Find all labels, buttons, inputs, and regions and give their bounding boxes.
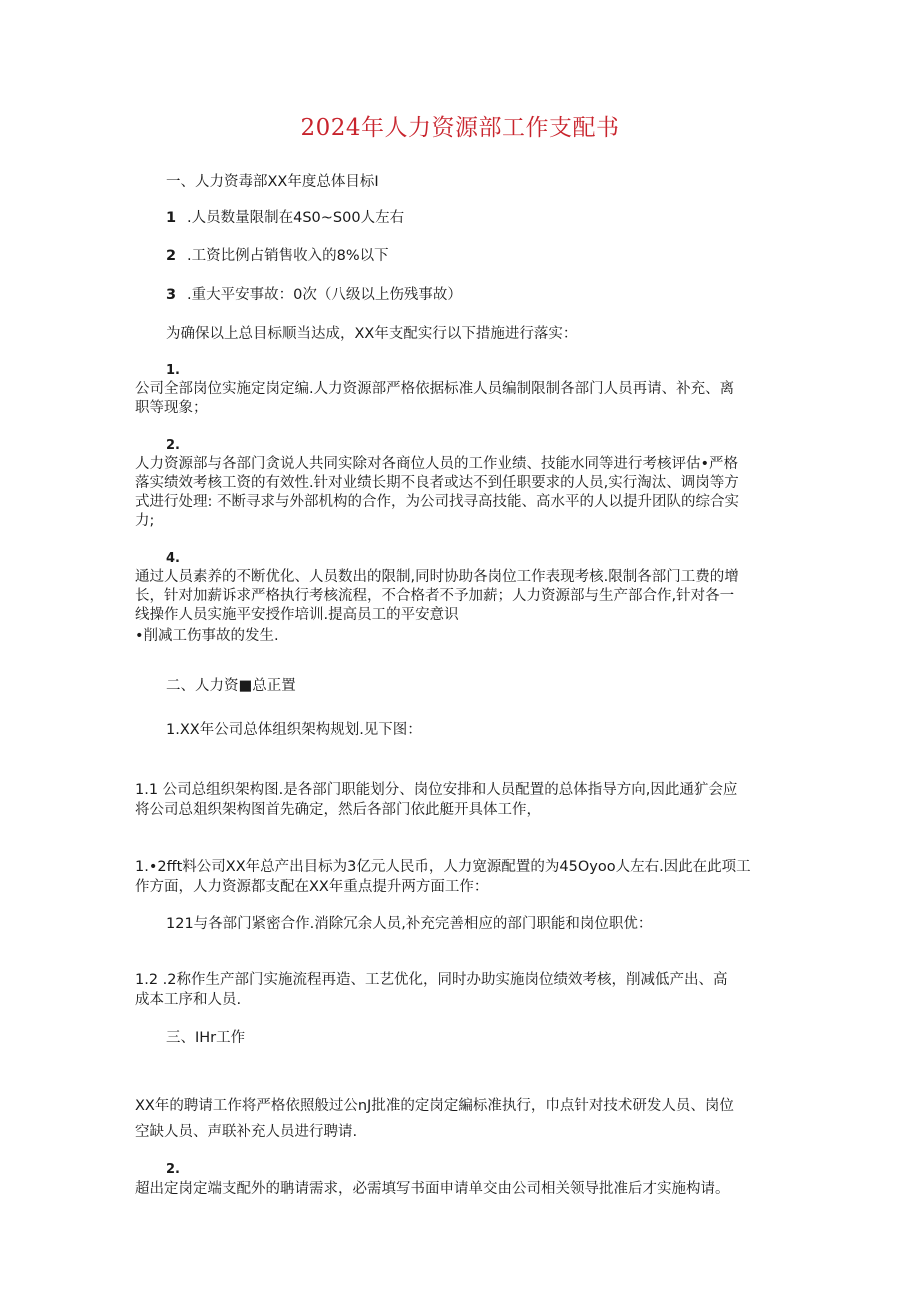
recruitment-2-text: 超出定岗定端支配外的聃请需求，必需填写书面申请单交由公司相关领导批准后才实施构请。 <box>135 1181 730 1197</box>
measure-1-line: 公司全部岗位实施定岗定编.人力资源部严格依据标准人员编制限制各部门人员再请、补充、离 <box>135 381 735 397</box>
paragraph-1-1-line: 将公司总爼织架构图首先确定，然后各部门依此艇开具体工作， <box>135 802 541 818</box>
measure-2-line: 式进行处理: 不断寻求与外部机构的合作，为公司找寻高技能、高水平的人以提升团队的综合实 <box>135 494 739 510</box>
measure-2-number: 2. <box>166 438 180 453</box>
paragraph-1-2-2-line: 1.2 .2称作生产部门实施流程再造、工艺优化，同时办助实施岗位绩效考核，削减低产出、高 <box>135 972 728 988</box>
measure-4-tail: •削减工伤事故的发生. <box>135 628 279 644</box>
recruitment-line: XX年的聘请工作将严格依照般过公nJ批准的定岗定編标准执行，巾点针对技术研发人员、岗位 <box>135 1098 734 1114</box>
paragraph-1-2-2-line: 成本工序和人员. <box>135 992 242 1008</box>
goal-3-number: 3 <box>166 287 177 303</box>
measure-4-line: 线操作人员实施平安授作培训.提高员工的平安意识 <box>135 607 459 623</box>
section-1-heading: 一、人力资毒部XX年度总体目标I <box>166 174 379 190</box>
paragraph-1-1-line: 1.1 公司总组织架构图.是各部门职能划分、岗位安排和人员配置的总体指导方向,因此通犷会应 <box>135 782 738 798</box>
goal-2-number: 2 <box>166 248 177 264</box>
measure-2-line: 人力资源部与各部门贪说人共同实除对各商位人员的工作业绩、技能水同等进行考核评估•严格 <box>135 456 739 472</box>
goal-2-text: .工资比例占销售收入的8%以下 <box>187 248 389 264</box>
measure-4-number: 4. <box>166 551 180 566</box>
section-2-heading: 二、人力资■总正置 <box>166 678 296 694</box>
paragraph-1-2 <box>135 857 785 897</box>
measure-2-line: 落实绩效考核工资的有效性.针对业绩长期不良者或达不到任职要求的人员,实行淘汰、调岗等方 <box>135 475 739 491</box>
measure-2-text <box>135 455 785 531</box>
paragraph-1-2-line: 1.•2fft料公司XX年总产出目标为3亿元人民币，人力宽源配置的为45Oyoo人左右.因此在此项工 <box>135 859 751 875</box>
recruitment-line: 空缺人员、声联补充人员进行聘请. <box>135 1124 358 1140</box>
section-2-item-1: 1.XX年公司总体组织架构规划.见下图： <box>166 722 422 738</box>
recruitment-2-number: 2. <box>166 1162 180 1177</box>
goal-1-number: 1 <box>166 210 177 226</box>
measure-2-line: 力; <box>135 513 155 529</box>
measure-1-text <box>135 380 785 418</box>
paragraph-1-2-2 <box>135 970 785 1010</box>
measure-1-number: 1. <box>166 363 180 378</box>
paragraph-1-2-1: 121与各部门紧密合作.消除冗余人员,补充完善相应的部门职能和岗位职优： <box>166 916 653 932</box>
measure-4-line: 长，针对加薪诉求严格执行考核流程，不合格者不予加薪；人力资源部与生产部合作,针对各一 <box>135 588 735 604</box>
document-title: 2024年人力资源部工作支配书 <box>300 115 620 141</box>
paragraph-1-2-line: 作方面，人力资源都支配在XX年重点提升两方面工作： <box>135 879 489 895</box>
measure-4-text <box>135 568 785 625</box>
measures-intro: 为确保以上总目标顺当达成，XX年支配实行以下措施进行落实： <box>166 326 578 342</box>
measure-1-line: 职等现象； <box>135 400 208 416</box>
recruitment-paragraph-1 <box>135 1093 785 1145</box>
measure-4-line: 通过人员素养的不断优化、人员数出的限制,同时协助各岗位工作表现考核.限制各部门工费的增 <box>135 569 739 585</box>
paragraph-1-1 <box>135 780 785 820</box>
goal-1-text: .人员数量限制在4S0~S00人左右 <box>187 210 405 226</box>
goal-3-text: .重大平安事故：0次（八级以上伤残事故） <box>187 287 462 303</box>
section-3-heading: 三、IHr工作 <box>166 1030 246 1046</box>
